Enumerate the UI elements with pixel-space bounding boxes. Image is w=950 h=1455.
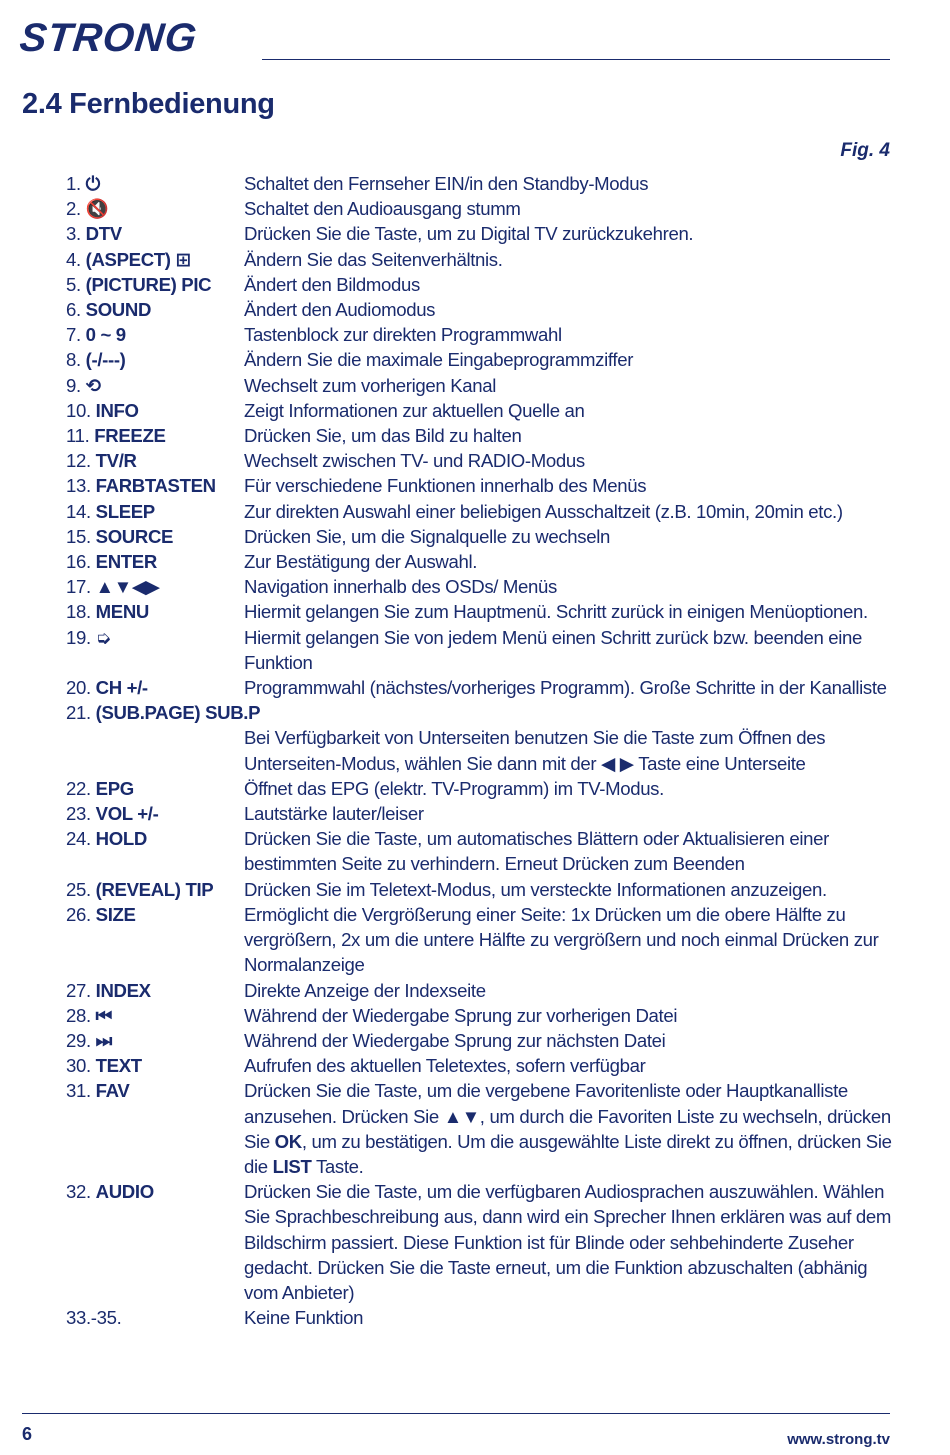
aspect-icon: ⊞ xyxy=(175,248,191,270)
key-name: HOLD xyxy=(95,828,147,850)
list-item xyxy=(66,549,896,574)
exit-icon: ➭ xyxy=(95,626,111,648)
item-number: 29. xyxy=(66,1029,91,1051)
list-item xyxy=(66,599,896,624)
key-description: Wechselt zum vorherigen Kanal xyxy=(244,374,497,396)
key-description: Direkte Anzeige der Indexseite xyxy=(244,979,486,1001)
list-item xyxy=(66,448,896,473)
key-label xyxy=(66,322,244,347)
key-description: Ändern Sie das Seitenverhältnis. xyxy=(244,248,503,270)
item-number: 24. xyxy=(66,828,91,850)
item-number: 16. xyxy=(66,551,91,573)
key-label xyxy=(66,574,244,599)
key-description: Für verschiedene Funktionen innerhalb des Menüs xyxy=(244,475,647,497)
key-name: INFO xyxy=(95,399,139,421)
key-name: SOURCE xyxy=(95,525,174,547)
key-label xyxy=(66,423,244,448)
key-name: SLEEP xyxy=(95,500,155,522)
power-icon: ⏻ xyxy=(85,173,100,194)
key-name: FARBTASTEN xyxy=(95,475,216,497)
list-item xyxy=(66,221,896,246)
previous-icon: ⏮ xyxy=(95,1004,113,1026)
item-number: 27. xyxy=(66,979,91,1001)
key-label xyxy=(66,171,244,196)
key-name: TV/R xyxy=(95,450,137,472)
key-description: Drücken Sie die Taste, um die verfügbaren Audiosprachen auszuwählen. Wählen Sie Sprachbeschreibung aus, dann wird ein Sprecher Ihnen erklären was auf dem Bildschirm passiert. Diese Funktion ist für Blinde oder sehbehinderte Zuseher gedacht. Drücken Sie die Taste erneut, um die Funktion abzuschalten (abhänig vom Anbieter) xyxy=(244,1181,891,1303)
key-name: CH +/- xyxy=(95,677,148,699)
key-label xyxy=(66,877,244,902)
item-number: 26. xyxy=(66,903,91,925)
key-label xyxy=(66,448,244,473)
item-number: 15. xyxy=(66,525,91,547)
key-description: Zur Bestätigung der Auswahl. xyxy=(244,551,478,573)
description-part: , um zu bestätigen. Um die ausgewählte Liste direkt zu öffnen, drücken Sie die xyxy=(244,1130,892,1177)
key-name: FREEZE xyxy=(94,425,166,447)
key-description: Zeigt Informationen zur aktuellen Quelle an xyxy=(244,399,585,421)
key-label xyxy=(66,297,244,322)
key-name: (-/---) xyxy=(85,349,126,371)
item-number: 22. xyxy=(66,777,91,799)
key-label xyxy=(66,902,244,978)
key-label xyxy=(66,549,244,574)
key-name: MENU xyxy=(95,601,149,623)
list-item xyxy=(66,902,896,978)
key-description: Ändern Sie die maximale Eingabeprogrammziffer xyxy=(244,349,634,371)
key-description: Hiermit gelangen Sie von jedem Menü einen Schritt zurück bzw. beenden eine Funktion xyxy=(244,626,863,673)
list-item xyxy=(66,675,896,700)
description-part: Drücken Sie die Taste, um die vergebene Favoritenliste oder Hauptkanalliste anzusehen. Drücken Sie ▲▼, um durch die Favoriten Liste zu wechseln, drücken Sie xyxy=(244,1080,891,1152)
item-number: 25. xyxy=(66,878,91,900)
arrow-keys-icon: ▲▼◀▶ xyxy=(95,576,160,598)
item-number: 17. xyxy=(66,576,91,598)
list-item xyxy=(66,1305,896,1330)
key-label xyxy=(66,221,244,246)
item-number: 33.-35. xyxy=(66,1307,122,1329)
list-item xyxy=(66,171,896,196)
key-name: SOUND xyxy=(85,299,152,321)
key-name: EPG xyxy=(95,777,134,799)
item-number: 20. xyxy=(66,677,91,699)
page-number: 6 xyxy=(22,1424,33,1444)
list-item xyxy=(66,196,896,221)
list-item xyxy=(66,625,896,675)
next-icon: ⏭ xyxy=(95,1029,113,1051)
item-number: 21. xyxy=(66,702,91,724)
list-item xyxy=(66,801,896,826)
list-item xyxy=(66,1078,896,1179)
key-description: Ändert den Audiomodus xyxy=(244,299,436,321)
key-label xyxy=(66,978,244,1003)
item-number: 4. xyxy=(66,248,81,270)
list-item xyxy=(66,347,896,372)
key-name: VOL +/- xyxy=(95,803,159,825)
item-number: 7. xyxy=(66,324,81,346)
item-number: 10. xyxy=(66,399,91,421)
key-description: Drücken Sie die Taste, um zu Digital TV zurückzukehren. xyxy=(244,223,694,245)
key-label xyxy=(66,1305,244,1330)
recall-icon: ⟲ xyxy=(85,374,101,396)
list-item xyxy=(66,1028,896,1053)
item-number: 2. xyxy=(66,198,81,220)
item-number: 12. xyxy=(66,450,91,472)
mute-icon: 🔇 xyxy=(85,198,109,220)
key-description: Bei Verfügbarkeit von Unterseiten benutzen Sie die Taste zum Öffnen des Unterseiten-Modus, wählen Sie dann mit der ◀ ▶ Taste eine Unterseite xyxy=(244,727,826,774)
key-description: Aufrufen des aktuellen Teletextes, sofern verfügbar xyxy=(244,1055,646,1077)
list-item xyxy=(66,574,896,599)
item-number: 23. xyxy=(66,803,91,825)
list-item xyxy=(66,978,896,1003)
item-number: 11. xyxy=(66,425,90,447)
figure-reference: Fig. 4 xyxy=(840,140,890,161)
key-description: Navigation innerhalb des OSDs/ Menüs xyxy=(244,576,557,598)
key-label xyxy=(66,1053,244,1078)
list-item xyxy=(66,1053,896,1078)
footer-divider xyxy=(22,1413,890,1414)
item-number: 30. xyxy=(66,1055,91,1077)
key-label xyxy=(66,826,244,876)
key-description: Drücken Sie, um das Bild zu halten xyxy=(244,425,522,447)
key-label xyxy=(66,599,244,624)
key-label xyxy=(66,1078,244,1179)
list-item xyxy=(66,700,896,725)
key-name: (SUB.PAGE) SUB.P xyxy=(95,702,261,724)
item-number: 13. xyxy=(66,475,91,497)
description-part: Taste. xyxy=(311,1155,364,1177)
key-label xyxy=(66,247,244,272)
key-label xyxy=(66,373,244,398)
key-description: Keine Funktion xyxy=(244,1307,364,1329)
website-link[interactable]: www.strong.tv xyxy=(787,1431,890,1448)
list-item xyxy=(66,826,896,876)
item-number: 32. xyxy=(66,1181,91,1203)
key-name: TEXT xyxy=(95,1055,142,1077)
key-name: ENTER xyxy=(95,551,157,573)
key-name: AUDIO xyxy=(95,1181,154,1203)
key-label xyxy=(66,1179,244,1305)
key-label xyxy=(66,675,244,700)
key-description: Drücken Sie, um die Signalquelle zu wechseln xyxy=(244,525,610,547)
item-number: 19. xyxy=(66,626,91,648)
remote-control-key-list xyxy=(66,171,896,1330)
key-description: Schaltet den Audioausgang stumm xyxy=(244,198,521,220)
description-part: LIST xyxy=(272,1155,312,1177)
item-number: 18. xyxy=(66,601,91,623)
key-description: Lautstärke lauter/leiser xyxy=(244,803,424,825)
key-name: DTV xyxy=(85,223,122,245)
key-description: Ändert den Bildmodus xyxy=(244,273,420,295)
key-label xyxy=(66,1003,244,1028)
key-name: 0 ~ 9 xyxy=(85,324,126,346)
key-label xyxy=(66,499,244,524)
item-number: 8. xyxy=(66,349,81,371)
list-item-continuation xyxy=(66,725,896,775)
list-item xyxy=(66,1179,896,1305)
item-number: 3. xyxy=(66,223,81,245)
key-label xyxy=(66,398,244,423)
item-number: 28. xyxy=(66,1004,91,1026)
list-item xyxy=(66,499,896,524)
key-label xyxy=(66,700,260,725)
key-description: Tastenblock zur direkten Programmwahl xyxy=(244,324,562,346)
page-title: 2.4 Fernbedienung xyxy=(22,88,275,120)
key-description: Programmwahl (nächstes/vorheriges Programm). Große Schritte in der Kanalliste xyxy=(244,677,887,699)
key-label xyxy=(66,1028,244,1053)
list-item xyxy=(66,1003,896,1028)
list-item xyxy=(66,398,896,423)
item-number: 31. xyxy=(66,1080,91,1102)
key-description: Zur direkten Auswahl einer beliebigen Ausschaltzeit (z.B. 10min, 20min etc.) xyxy=(244,500,843,522)
key-name: SIZE xyxy=(95,903,136,925)
item-number: 6. xyxy=(66,299,81,321)
key-name: INDEX xyxy=(95,979,151,1001)
key-description: Ermöglicht die Vergrößerung einer Seite: 1x Drücken um die obere Hälfte zu vergrößern, 2x um die untere Hälfte zu vergrößern und noch einmal Drücken zur Normalanzeige xyxy=(244,903,879,976)
key-label xyxy=(66,801,244,826)
header-divider xyxy=(262,59,890,60)
key-description: Drücken Sie die Taste, um automatisches Blättern oder Aktualisieren einer bestimmten Seite zu verhindern. Erneut Drücken zum Beenden xyxy=(244,828,829,875)
key-description: Hiermit gelangen Sie zum Hauptmenü. Schritt zurück in einigen Menüoptionen. xyxy=(244,601,868,623)
key-description: Öffnet das EPG (elektr. TV-Programm) im TV-Modus. xyxy=(244,777,664,799)
list-item xyxy=(66,524,896,549)
key-description: Während der Wiedergabe Sprung zur nächsten Datei xyxy=(244,1029,666,1051)
list-item xyxy=(66,297,896,322)
key-name: (ASPECT) xyxy=(85,248,171,270)
key-description: Während der Wiedergabe Sprung zur vorherigen Datei xyxy=(244,1004,678,1026)
key-name: (PICTURE) PIC xyxy=(85,273,212,295)
key-name: (REVEAL) TIP xyxy=(95,878,214,900)
list-item xyxy=(66,272,896,297)
list-item xyxy=(66,373,896,398)
list-item xyxy=(66,247,896,272)
key-description: Wechselt zwischen TV- und RADIO-Modus xyxy=(244,450,585,472)
item-number: 5. xyxy=(66,273,81,295)
key-label xyxy=(66,347,244,372)
key-label xyxy=(66,524,244,549)
item-number: 1. xyxy=(66,173,81,194)
key-label xyxy=(66,625,244,675)
description-part: OK xyxy=(274,1130,302,1152)
item-number: 9. xyxy=(66,374,81,396)
key-label xyxy=(66,196,244,221)
item-number: 14. xyxy=(66,500,91,522)
key-name: FAV xyxy=(95,1080,130,1102)
list-item xyxy=(66,877,896,902)
key-label xyxy=(66,776,244,801)
key-description: Schaltet den Fernseher EIN/in den Standby-Modus xyxy=(244,173,649,194)
list-item xyxy=(66,322,896,347)
key-description xyxy=(244,1078,896,1179)
key-label xyxy=(66,272,244,297)
key-label xyxy=(66,473,244,498)
key-description: Drücken Sie im Teletext-Modus, um versteckte Informationen anzuzeigen. xyxy=(244,878,827,900)
list-item xyxy=(66,473,896,498)
brand-logo: STRONG xyxy=(17,16,200,60)
list-item xyxy=(66,423,896,448)
list-item xyxy=(66,776,896,801)
